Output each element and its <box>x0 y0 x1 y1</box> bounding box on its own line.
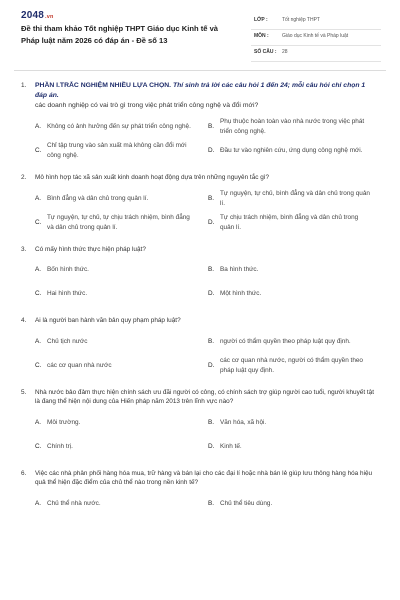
option-letter: D. <box>208 218 215 226</box>
option-letter: D. <box>208 290 215 298</box>
meta-key: SỐ CÂU : <box>254 49 277 55</box>
question-number: 3. <box>21 245 27 253</box>
section-instruction: Thí sinh trả lời các câu hỏi 1 đến 24; mỗi câu hỏi chỉ chọn 1 đáp án. <box>35 82 366 99</box>
meta-value: 28 <box>282 49 288 55</box>
question-4 <box>21 316 381 380</box>
question-text: Mô hình hợp tác xã sản xuất kinh doanh hoạt động dựa trên những nguyên tắc gì? <box>35 174 270 181</box>
option-letter: A. <box>35 418 42 426</box>
option-text: Tự nguyện, tự chủ, bình đẳng và dân chủ trong quản lí. <box>220 189 370 207</box>
options <box>35 332 381 380</box>
option-letter: A. <box>35 337 42 345</box>
meta-row-class <box>251 14 381 30</box>
question-text <box>35 81 375 111</box>
question-3 <box>21 245 381 309</box>
option-b[interactable] <box>208 332 381 352</box>
option-letter: C. <box>35 147 42 155</box>
option-letter: B. <box>208 194 215 202</box>
option-c[interactable] <box>35 284 208 304</box>
option-letter: C. <box>35 290 42 298</box>
option-text: các cơ quan nhà nước, người có thẩm quyền theo pháp luật quy định. <box>220 356 363 374</box>
option-letter: C. <box>35 442 42 450</box>
option-b[interactable] <box>208 260 381 280</box>
option-c[interactable] <box>35 213 208 233</box>
document-title: Đề thi tham khảo Tốt nghiệp THPT Giáo dục Kinh tế và Pháp luật năm 2026 có đáp án - Đề số 13 <box>21 24 219 45</box>
option-text: Kinh tế. <box>220 442 242 450</box>
option-text: Chỉ tập trung vào sản xuất mà không cần đổi mới công nghệ. <box>47 142 187 159</box>
option-text: Tự nguyện, tự chủ, tự chịu trách nhiệm, bình đẳng và dân chủ trong quản lí. <box>47 213 190 231</box>
option-text: người có thẩm quyền theo pháp luật quy định. <box>220 337 351 345</box>
option-text: các cơ quan nhà nước <box>47 361 112 369</box>
option-letter: D. <box>208 361 215 369</box>
option-b[interactable] <box>208 189 381 209</box>
option-text: Tự chịu trách nhiệm, bình đẳng và dân chủ trong quản lí. <box>220 213 359 231</box>
question-6 <box>21 469 381 518</box>
question-text: Việc các nhà phân phối hàng hóa mua, trữ hàng và bán lại cho các đại lí hoặc nhà bán lẻ giúp lưu thông hàng hóa hiệu quả thể hiện đặc điểm của chủ thể nào trong nền kinh tế? <box>35 469 373 486</box>
option-d[interactable] <box>208 284 381 304</box>
option-letter: B. <box>208 266 215 274</box>
option-a[interactable] <box>35 332 208 352</box>
meta-key: MÔN : <box>254 33 269 39</box>
options <box>35 117 381 165</box>
option-letter: C. <box>35 218 42 226</box>
option-text: Một hình thức. <box>220 290 262 297</box>
question-text-1: các doanh nghiệp có vai trò gì trong việc phát triển công nghệ và đổi mới? <box>35 102 259 109</box>
option-letter: C. <box>35 361 42 369</box>
question-2 <box>21 173 381 237</box>
page-header <box>0 0 400 62</box>
logo-sub: .vn <box>45 14 54 20</box>
option-text: Không có ảnh hưởng đến sự phát triển công nghệ. <box>47 123 191 130</box>
option-text: Môi trường. <box>47 418 81 426</box>
option-letter: A. <box>35 123 42 131</box>
options <box>35 260 381 308</box>
option-c[interactable] <box>35 141 208 161</box>
option-b[interactable] <box>208 117 381 137</box>
logo-main: 2048 <box>21 10 45 21</box>
option-letter: D. <box>208 442 215 450</box>
option-c[interactable] <box>35 437 208 457</box>
option-d[interactable] <box>208 437 381 457</box>
meta-value: Giáo dục Kinh tế và Pháp luật <box>282 33 349 39</box>
option-a[interactable] <box>35 117 208 137</box>
option-text: Chính trị. <box>47 442 73 450</box>
question-text: Ai là người ban hành văn bản quy phạm pháp luật? <box>35 317 181 324</box>
question-number: 2. <box>21 174 27 181</box>
option-letter: A. <box>35 266 42 274</box>
section-title: PHẦN I.TRẮC NGHIỆM NHIỀU LỰA CHỌN. <box>35 82 172 89</box>
option-letter: B. <box>208 499 215 507</box>
question-1 <box>21 81 381 165</box>
option-a[interactable] <box>35 260 208 280</box>
exam-meta-table <box>251 14 381 62</box>
option-letter: B. <box>208 337 215 345</box>
option-text: Chủ tịch nước <box>47 337 88 345</box>
question-5 <box>21 388 381 461</box>
meta-row-subject <box>251 30 381 46</box>
meta-row-count <box>251 46 381 62</box>
option-letter: A. <box>35 499 42 507</box>
option-d[interactable] <box>208 213 381 233</box>
option-text: Bốn hình thức. <box>47 266 89 273</box>
option-b[interactable] <box>208 494 381 514</box>
options <box>35 494 381 518</box>
question-text: Nhà nước bảo đảm thực hiện chính sách ưu đãi người có công, có chính sách trợ giúp người cao tuổi, người khuyết tật là đang thể hiện nội dung của Hiến pháp năm 2013 trên lĩnh vực nào? <box>35 388 375 405</box>
question-text: Có mấy hình thức thực hiện pháp luật? <box>35 245 146 253</box>
header-divider <box>14 70 386 71</box>
option-a[interactable] <box>35 494 208 514</box>
option-text: Hai hình thức. <box>47 290 88 297</box>
options <box>35 189 381 237</box>
option-text: Chủ thể tiêu dùng. <box>220 499 273 507</box>
options <box>35 413 381 461</box>
question-number: 1. <box>21 82 27 89</box>
option-d[interactable] <box>208 356 381 376</box>
option-letter: B. <box>208 418 215 426</box>
option-text: Bình đẳng và dân chủ trong quản lí. <box>47 194 149 202</box>
question-number: 4. <box>21 317 27 324</box>
option-letter: A. <box>35 194 42 202</box>
option-text: Văn hóa, xã hội. <box>220 418 267 426</box>
option-b[interactable] <box>208 413 381 433</box>
question-list <box>21 81 381 518</box>
option-text: Chủ thể nhà nước. <box>47 499 101 507</box>
option-letter: D. <box>208 147 215 155</box>
option-d[interactable] <box>208 141 381 161</box>
meta-value: Tốt nghiệp THPT <box>282 17 320 23</box>
question-number: 6. <box>21 469 27 477</box>
option-letter: B. <box>208 123 215 131</box>
option-text: Đầu tư vào nghiên cứu, ứng dụng công nghệ mới. <box>220 147 363 154</box>
meta-key: LỚP : <box>254 17 268 23</box>
option-a[interactable] <box>35 413 208 433</box>
site-logo[interactable] <box>21 10 54 21</box>
option-text: Phụ thuộc hoàn toàn vào nhà nước trong việc phát triển công nghệ. <box>220 118 365 135</box>
option-text: Ba hình thức. <box>220 266 259 273</box>
option-c[interactable] <box>35 356 208 376</box>
option-a[interactable] <box>35 189 208 209</box>
question-number: 5. <box>21 388 27 396</box>
